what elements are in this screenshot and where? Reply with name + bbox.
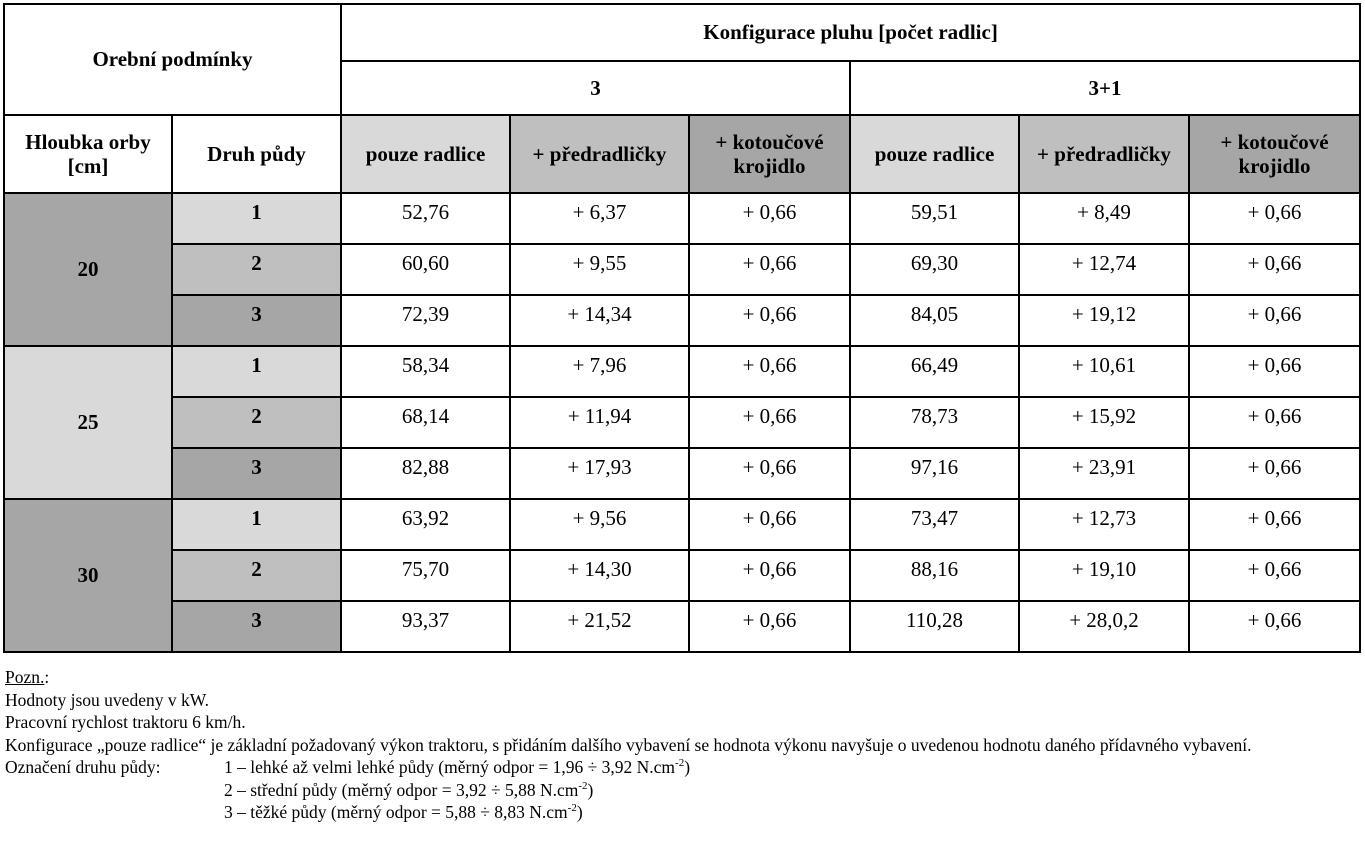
soil-type-cell: 3 — [172, 295, 341, 346]
value-cell: + 8,49 — [1019, 193, 1189, 244]
depth-cell: 25 — [4, 346, 172, 499]
table-row — [4, 397, 1360, 448]
value-cell: 58,34 — [341, 346, 510, 397]
value-cell: + 28,0,2 — [1019, 601, 1189, 652]
notes-section — [5, 666, 1360, 824]
power-table — [3, 3, 1361, 653]
value-cell: 75,70 — [341, 550, 510, 601]
value-cell: 63,92 — [341, 499, 510, 550]
table-row — [4, 550, 1360, 601]
soil-legend-text: 2 – střední půdy (měrný odpor = 3,92 ÷ 5,88 N.cm — [224, 779, 579, 800]
value-cell: + 0,66 — [1189, 397, 1360, 448]
value-cell: + 23,91 — [1019, 448, 1189, 499]
value-cell: + 12,74 — [1019, 244, 1189, 295]
value-cell: + 12,73 — [1019, 499, 1189, 550]
value-cell: + 19,12 — [1019, 295, 1189, 346]
value-cell: + 0,66 — [689, 193, 850, 244]
value-cell: 82,88 — [341, 448, 510, 499]
value-cell: + 10,61 — [1019, 346, 1189, 397]
value-cell: + 0,66 — [689, 448, 850, 499]
soil-type-cell: 2 — [172, 550, 341, 601]
soil-type-cell: 3 — [172, 601, 341, 652]
value-cell: + 6,37 — [510, 193, 689, 244]
conditions-header: Orební podmínky — [4, 4, 341, 115]
soil-legend-end: ) — [587, 779, 594, 800]
soil-type-cell: 2 — [172, 244, 341, 295]
value-cell: + 0,66 — [689, 499, 850, 550]
value-cell: 52,76 — [341, 193, 510, 244]
value-cell: 97,16 — [850, 448, 1019, 499]
subheader-skimmers: + předradličky — [1019, 115, 1189, 193]
value-cell: + 0,66 — [689, 346, 850, 397]
value-cell: + 0,66 — [689, 244, 850, 295]
value-cell: + 0,66 — [689, 397, 850, 448]
depth-cell: 30 — [4, 499, 172, 652]
value-cell: 72,39 — [341, 295, 510, 346]
notes-title-text: Pozn. — [5, 667, 45, 687]
value-cell: + 17,93 — [510, 448, 689, 499]
soil-type-cell: 1 — [172, 346, 341, 397]
subheader-shares-only: pouze radlice — [850, 115, 1019, 193]
soil-column-header: Druh půdy — [172, 115, 341, 193]
value-cell: 68,14 — [341, 397, 510, 448]
value-cell: 110,28 — [850, 601, 1019, 652]
soil-legend-row — [5, 756, 1360, 779]
subheader-skimmers: + předradličky — [510, 115, 689, 193]
value-cell: + 11,94 — [510, 397, 689, 448]
value-cell: + 21,52 — [510, 601, 689, 652]
value-cell: + 0,66 — [689, 295, 850, 346]
soil-type-cell: 1 — [172, 499, 341, 550]
value-cell: + 0,66 — [1189, 601, 1360, 652]
table-row — [4, 448, 1360, 499]
note-configuration: Konfigurace „pouze radlice“ je základní požadovaný výkon traktoru, s přidáním dalšího vybavení se hodnota výkonu navyšuje o uvedenou hodnotu daného přídavného vybavení. — [5, 734, 1252, 755]
value-cell: 60,60 — [341, 244, 510, 295]
value-cell: + 14,34 — [510, 295, 689, 346]
value-cell: + 9,55 — [510, 244, 689, 295]
table-row — [4, 499, 1360, 550]
value-cell: + 0,66 — [1189, 193, 1360, 244]
value-cell: 93,37 — [341, 601, 510, 652]
soil-legend-exponent: -2 — [578, 779, 588, 792]
soil-legend-exponent: -2 — [567, 802, 577, 815]
soil-legend-item — [5, 801, 1360, 824]
value-cell: 69,30 — [850, 244, 1019, 295]
notes-title — [5, 666, 1360, 689]
value-cell: + 0,66 — [1189, 499, 1360, 550]
value-cell: + 14,30 — [510, 550, 689, 601]
value-cell: + 7,96 — [510, 346, 689, 397]
value-cell: 84,05 — [850, 295, 1019, 346]
group-header-3: 3 — [341, 61, 850, 115]
subheader-disc-coulter: + kotoučové krojidlo — [1189, 115, 1360, 193]
value-cell: + 0,66 — [1189, 346, 1360, 397]
value-cell: + 0,66 — [1189, 244, 1360, 295]
depth-cell: 20 — [4, 193, 172, 346]
value-cell: 73,47 — [850, 499, 1019, 550]
soil-legend-end: ) — [684, 757, 691, 777]
value-cell: 59,51 — [850, 193, 1019, 244]
soil-legend-item — [5, 779, 1360, 802]
table-row — [4, 295, 1360, 346]
soil-legend-text: 3 – těžké půdy (měrný odpor = 5,88 ÷ 8,83 N.cm — [224, 802, 568, 822]
note-speed: Pracovní rychlost traktoru 6 km/h. — [5, 712, 246, 732]
value-cell: + 15,92 — [1019, 397, 1189, 448]
soil-legend-text: 1 – lehké až velmi lehké půdy (měrný odpor = 1,96 ÷ 3,92 N.cm — [224, 757, 676, 777]
table-row — [4, 346, 1360, 397]
table-row — [4, 244, 1360, 295]
subheader-disc-coulter: + kotoučové krojidlo — [689, 115, 850, 193]
note-units: Hodnoty jsou uvedeny v kW. — [5, 689, 209, 710]
value-cell: 88,16 — [850, 550, 1019, 601]
table-row — [4, 601, 1360, 652]
soil-type-cell: 1 — [172, 193, 341, 244]
value-cell: 78,73 — [850, 397, 1019, 448]
value-cell: + 9,56 — [510, 499, 689, 550]
soil-legend-label: Označení druhu půdy: — [5, 757, 161, 777]
soil-legend-end: ) — [576, 802, 583, 822]
group-header-3plus1: 3+1 — [850, 61, 1360, 115]
soil-legend-exponent: -2 — [675, 757, 685, 770]
soil-legend-item — [224, 756, 690, 779]
table-row — [4, 193, 1360, 244]
value-cell: + 0,66 — [689, 550, 850, 601]
soil-type-cell: 3 — [172, 448, 341, 499]
value-cell: + 19,10 — [1019, 550, 1189, 601]
soil-type-cell: 2 — [172, 397, 341, 448]
configuration-header: Konfigurace pluhu [počet radlic] — [341, 4, 1360, 61]
value-cell: 66,49 — [850, 346, 1019, 397]
value-cell: + 0,66 — [1189, 550, 1360, 601]
value-cell: + 0,66 — [1189, 295, 1360, 346]
subheader-shares-only: pouze radlice — [341, 115, 510, 193]
notes-title-colon: : — [44, 667, 50, 687]
value-cell: + 0,66 — [1189, 448, 1360, 499]
depth-column-header: Hloubka orby [cm] — [4, 115, 172, 193]
value-cell: + 0,66 — [689, 601, 850, 652]
